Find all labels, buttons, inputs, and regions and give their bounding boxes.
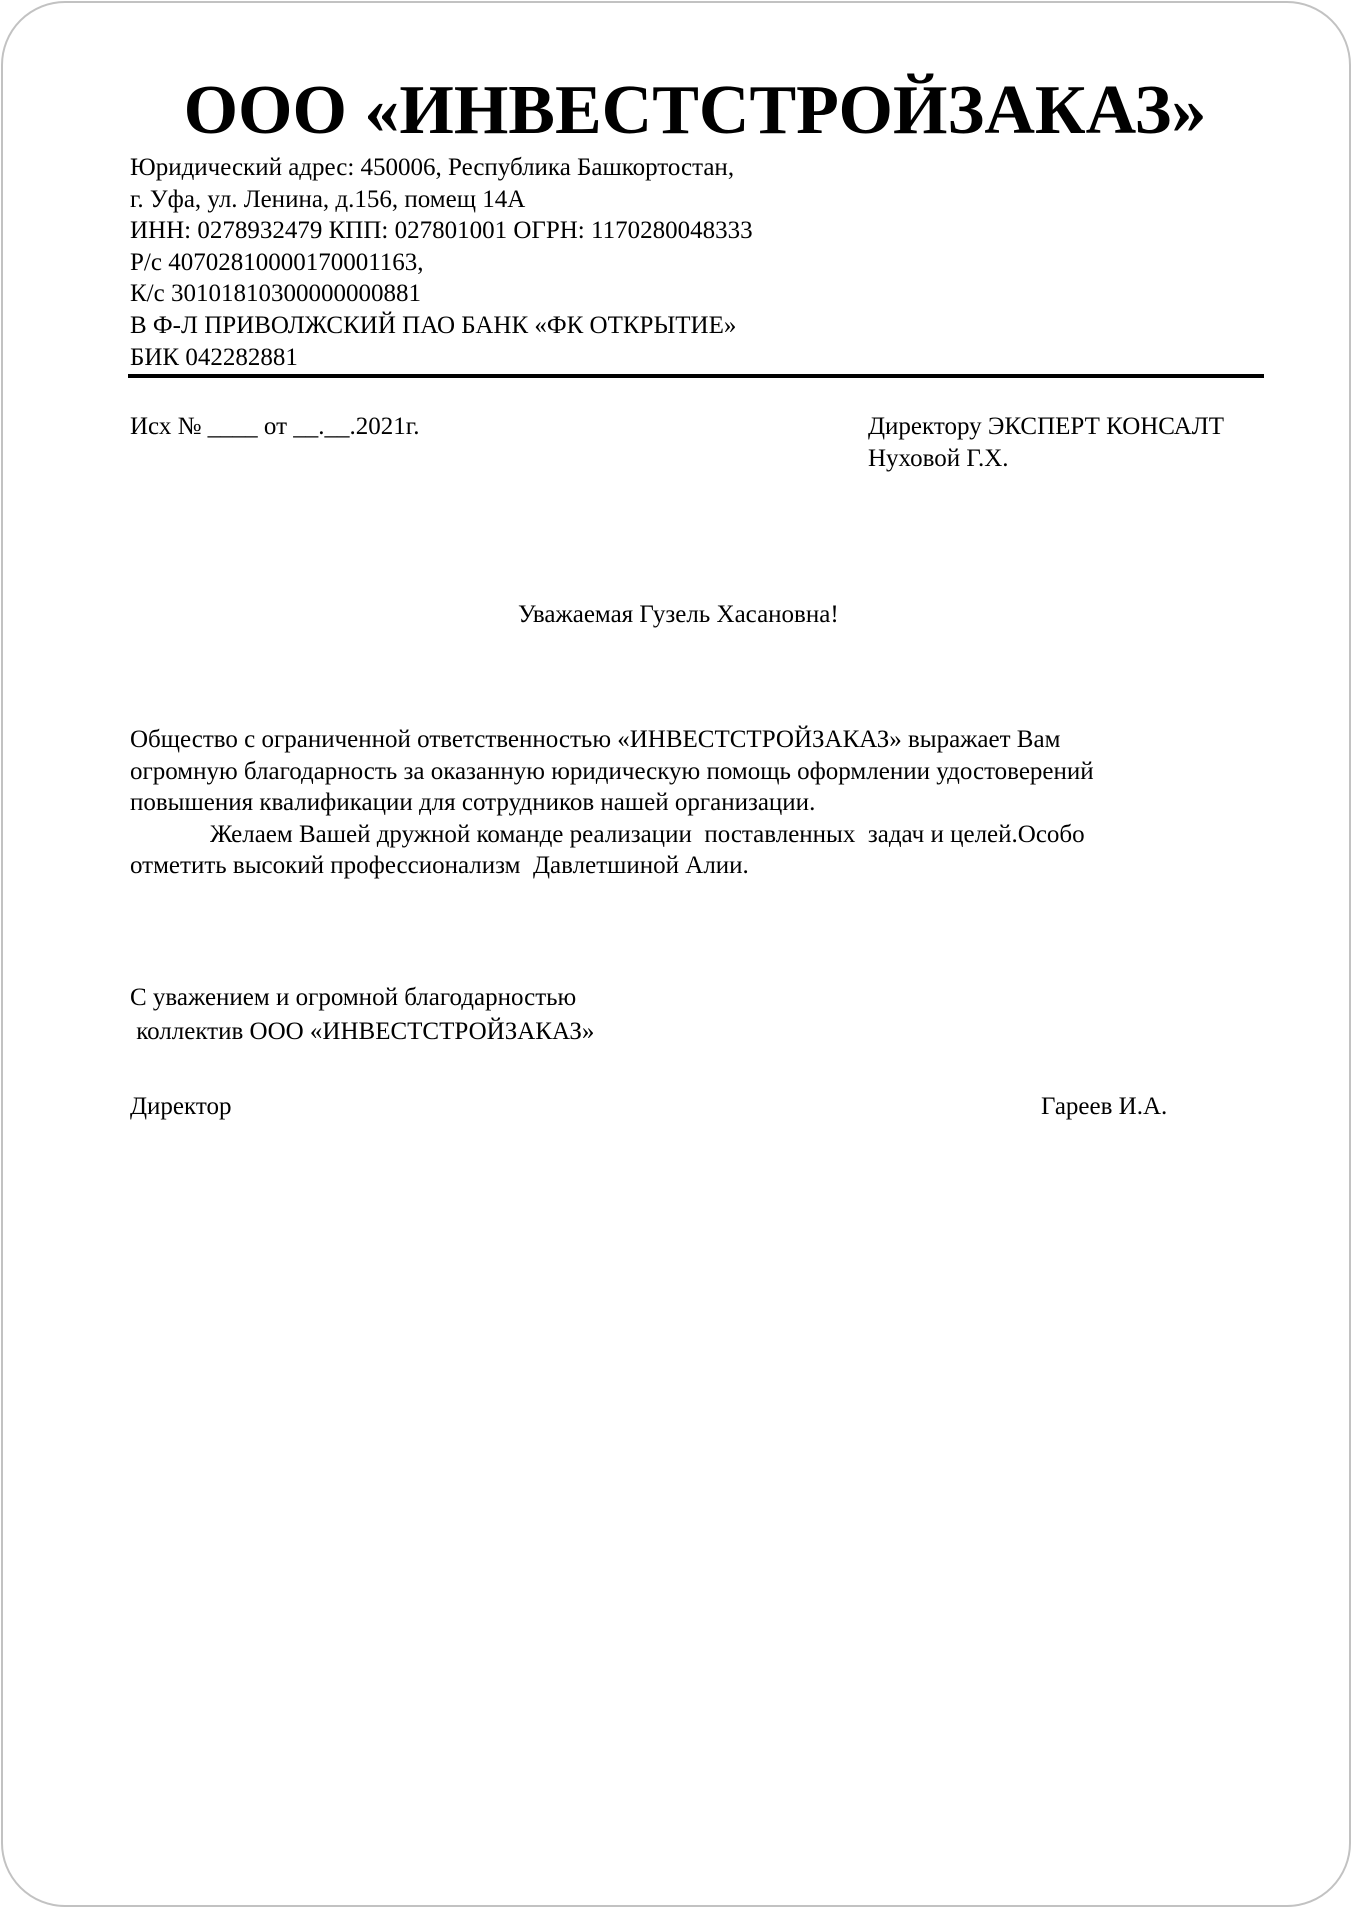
greeting: Уважаемая Гузель Хасановна!	[518, 601, 839, 628]
closing-line: коллектив ООО «ИНВЕСТСТРОЙЗАКАЗ»	[130, 1018, 595, 1045]
paragraph1-line: огромную благодарность за оказанную юридическую помощь оформлении удостоверений	[130, 757, 1094, 785]
closing-block	[130, 981, 594, 1049]
paragraph2-line: Желаем Вашей дружной команде реализации поставленных задач и целей.Особо	[210, 820, 1085, 848]
bik-line: БИК 042282881	[130, 343, 298, 371]
paragraph2-line: отметить высокий профессионализм Давлетшиной Алии.	[130, 852, 749, 880]
company-title: ООО «ИНВЕСТСТРОЙЗАКАЗ»	[183, 72, 1207, 149]
addressee-block	[868, 411, 1224, 474]
paragraph1-line: повышения квалификации для сотрудников нашей организации.	[130, 789, 816, 817]
letterhead-divider	[128, 374, 1264, 378]
signatory-title: Директор	[130, 1093, 232, 1120]
addressee-position: Директору ЭКСПЕРТ КОНСАЛТ	[868, 413, 1225, 440]
settlement-account-line: Р/с 40702810000170001163,	[130, 248, 424, 276]
signatory-name: Гареев И.А.	[1041, 1093, 1168, 1120]
letter-body	[130, 724, 1260, 882]
tax-ids-line: ИНН: 0278932479 КПП: 027801001 ОГРН: 1170280048333	[130, 217, 753, 245]
closing-line: С уважением и огромной благодарностью	[130, 984, 577, 1011]
correspondent-account-line: К/с 30101810300000000881	[130, 280, 421, 308]
outgoing-number: Исх № ____ от __.__.2021г.	[130, 413, 420, 440]
legal-address-line: Юридический адрес: 450006, Республика Башкортостан,	[130, 154, 735, 181]
paragraph1-line: Общество с ограниченной ответственностью «ИНВЕСТСТРОЙЗАКАЗ» выражает Вам	[130, 726, 1061, 753]
address-city-line: г. Уфа, ул. Ленина, д.156, помещ 14А	[130, 185, 526, 213]
bank-name-line: В Ф-Л ПРИВОЛЖСКИЙ ПАО БАНК «ФК ОТКРЫТИЕ»	[130, 311, 737, 339]
company-requisites	[130, 152, 1230, 373]
addressee-name: Нуховой Г.Х.	[868, 444, 1009, 472]
